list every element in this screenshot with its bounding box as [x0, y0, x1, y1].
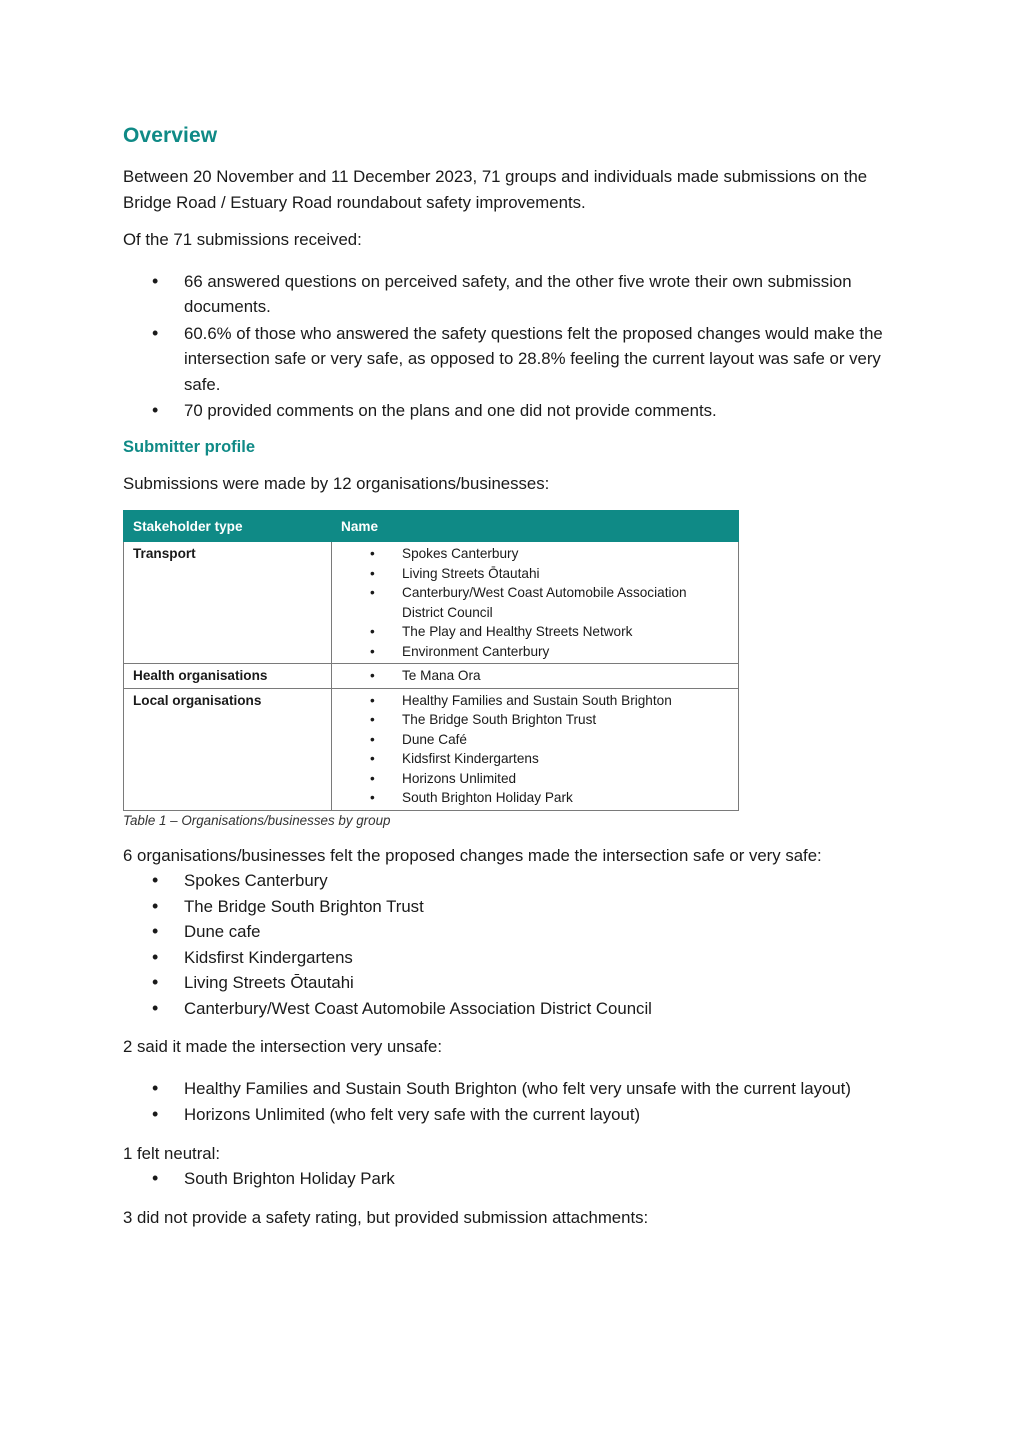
list-item: • Te Mana Ora — [341, 666, 729, 686]
names-cell — [332, 664, 739, 689]
list-item: • 66 answered questions on perceived safety, and the other five wrote their own submission documents. — [123, 269, 893, 320]
list-item: • South Brighton Holiday Park — [341, 788, 729, 808]
stakeholder-type-cell: Transport — [124, 542, 332, 664]
safe-lead: 6 organisations/businesses felt the proposed changes made the intersection safe or very safe: — [123, 845, 822, 865]
list-item: • The Bridge South Brighton Trust — [123, 894, 893, 920]
names-list — [341, 691, 729, 808]
list-item: • Kidsfirst Kindergartens — [341, 749, 729, 769]
overview-intro: Between 20 November and 11 December 2023, 71 groups and individuals made submissions on the Bridge Road / Estuary Road roundabout safety improvements. — [123, 167, 868, 212]
list-item: • South Brighton Holiday Park — [123, 1166, 893, 1192]
list-item: • Spokes Canterbury — [123, 868, 893, 894]
page-content — [123, 124, 893, 1230]
list-item: • Dune cafe — [123, 919, 893, 945]
column-header: Name — [332, 511, 739, 542]
list-item: • Healthy Families and Sustain South Brighton (who felt very unsafe with the current layout) — [123, 1076, 893, 1102]
table-row — [124, 664, 739, 689]
list-item: • Kidsfirst Kindergartens — [123, 945, 893, 971]
names-cell — [332, 688, 739, 810]
list-item: • Environment Canterbury — [341, 642, 729, 662]
safe-list — [123, 868, 893, 1021]
received-lead: Of the 71 submissions received: — [123, 230, 362, 249]
overview-heading: Overview — [123, 124, 218, 147]
names-list — [341, 666, 729, 686]
list-item: • 70 provided comments on the plans and one did not provide comments. — [123, 398, 893, 424]
table-row — [124, 542, 739, 664]
submitter-profile-heading: Submitter profile — [123, 437, 256, 456]
stakeholder-type-cell: Local organisations — [124, 688, 332, 810]
column-header: Stakeholder type — [124, 511, 332, 542]
list-item: • The Play and Healthy Streets Network — [341, 622, 729, 642]
names-list — [341, 544, 729, 661]
table-caption: Table 1 – Organisations/businesses by group — [123, 812, 391, 828]
list-item: • The Bridge South Brighton Trust — [341, 710, 729, 730]
names-cell — [332, 542, 739, 664]
list-item: • Canterbury/West Coast Automobile Association District Council — [123, 996, 893, 1022]
profile-lead: Submissions were made by 12 organisations/businesses: — [123, 473, 550, 493]
list-item: • Horizons Unlimited (who felt very safe with the current layout) — [123, 1102, 893, 1128]
list-item: • Canterbury/West Coast Automobile Association District Council — [341, 583, 729, 622]
neutral-list — [123, 1166, 893, 1192]
table-row — [124, 688, 739, 810]
list-item: • Spokes Canterbury — [341, 544, 729, 564]
stakeholder-table — [123, 510, 739, 811]
received-list — [123, 269, 893, 424]
list-item: • Healthy Families and Sustain South Brighton — [341, 691, 729, 711]
no-rating-lead: 3 did not provide a safety rating, but provided submission attachments: — [123, 1207, 649, 1227]
table-header-row — [124, 511, 739, 542]
neutral-lead: 1 felt neutral: — [123, 1143, 221, 1163]
unsafe-list — [123, 1076, 893, 1128]
stakeholder-type-cell: Health organisations — [124, 664, 332, 689]
list-item: • Dune Café — [341, 730, 729, 750]
list-item: • Living Streets Ōtautahi — [341, 564, 729, 584]
unsafe-lead: 2 said it made the intersection very unsafe: — [123, 1037, 443, 1056]
list-item: • Horizons Unlimited — [341, 769, 729, 789]
list-item: • 60.6% of those who answered the safety questions felt the proposed changes would make the intersection safe or very safe, as opposed to 28.8% feeling the current layout was safe or very safe. — [123, 321, 893, 398]
list-item: • Living Streets Ōtautahi — [123, 970, 893, 996]
